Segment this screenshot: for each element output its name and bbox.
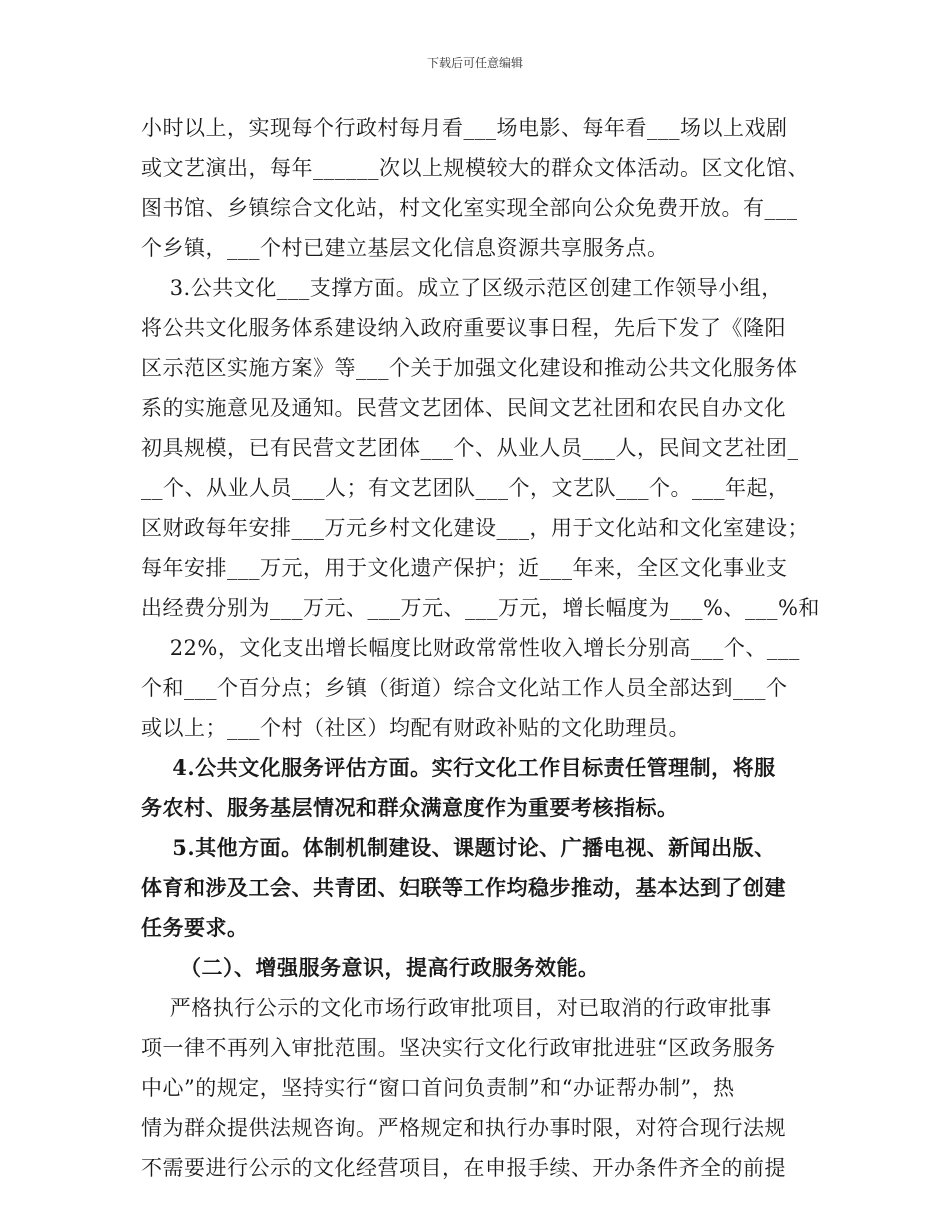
text-line: 3.公共文化___支撑方面。成立了区级示范区创建工作领导小组， — [141, 276, 783, 300]
text-line: 初具规模，已有民营文艺团体___个、从业人员___人，民间文艺社团_ — [141, 436, 799, 460]
text-line: __个、从业人员___人；有文艺团队___个，文艺队___个。___年起， — [141, 476, 790, 500]
text-line: 任务要求。 — [141, 915, 249, 940]
text-line: 不需要进行公示的文化经营项目，在申报手续、开办条件齐全的前提 — [141, 1156, 786, 1180]
text-line: 情为群众提供法规咨询。严格规定和执行办事时限，对符合现行法规 — [141, 1116, 786, 1140]
text-line: 严格执行公示的文化市场行政审批项目，对已取消的行政审批事 — [141, 996, 772, 1020]
text-line: 个乡镇，___个村已建立基层文化信息资源共享服务点。 — [141, 236, 669, 260]
text-line: 个和___个百分点；乡镇（街道）综合文化站工作人员全部达到___个 — [141, 676, 788, 700]
document-body — [141, 108, 821, 1188]
text-line: 22%，文化支出增长幅度比财政常常性收入增长分别高___个、___ — [141, 636, 800, 660]
text-line: 系的实施意见及通知。民营文艺团体、民间文艺社团和农民自办文化 — [141, 396, 786, 420]
text-line: 出经费分别为___万元、___万元、___万元，增长幅度为___%、___%和 — [141, 596, 820, 620]
text-line: 区财政每年安排___万元乡村文化建设___，用于文化站和文化室建设； — [141, 516, 809, 540]
text-line: 或文艺演出，每年______次以上规模较大的群众文体活动。区文化馆、 — [141, 156, 809, 180]
text-line: 每年安排___万元，用于文化遗产保护；近___年来，全区文化事业支 — [141, 556, 788, 580]
text-line: 小时以上，实现每个行政村每月看___场电影、每年看___场以上戏剧 — [141, 116, 788, 140]
text-line: 将公共文化服务体系建设纳入政府重要议事日程，先后下发了《隆阳 — [141, 316, 786, 340]
text-line: 务农村、服务基层情况和群众满意度作为重要考核指标。 — [141, 795, 679, 820]
text-line: 4.公共文化服务评估方面。实行文化工作目标责任管理制，将服 — [141, 755, 776, 780]
text-line: 或以上；___个村（社区）均配有财政补贴的文化助理员。 — [141, 716, 690, 740]
text-line: 体育和涉及工会、共青团、妇联等工作均稳步推动，基本达到了创建 — [141, 875, 786, 900]
text-line: 项一律不再列入审批范围。坚决实行文化行政审批进驻“区政务服务 — [141, 1036, 776, 1060]
text-line: 图书馆、乡镇综合文化站，村文化室实现全部向公众免费开放。有___ — [141, 196, 798, 220]
text-line: （二）、增强服务意识，提高行政服务效能。 — [141, 955, 600, 980]
page-header-watermark: 下载后可任意编辑 — [426, 56, 523, 70]
text-line: 中心”的规定，坚持实行“窗口首问负责制”和“办证帮办制”，热 — [141, 1076, 735, 1100]
text-line: 区示范区实施方案》等___个关于加强文化建设和推动公共文化服务体 — [141, 356, 798, 380]
text-line: 5.其他方面。体制机制建设、课题讨论、广播电视、新闻出版、 — [141, 835, 776, 860]
